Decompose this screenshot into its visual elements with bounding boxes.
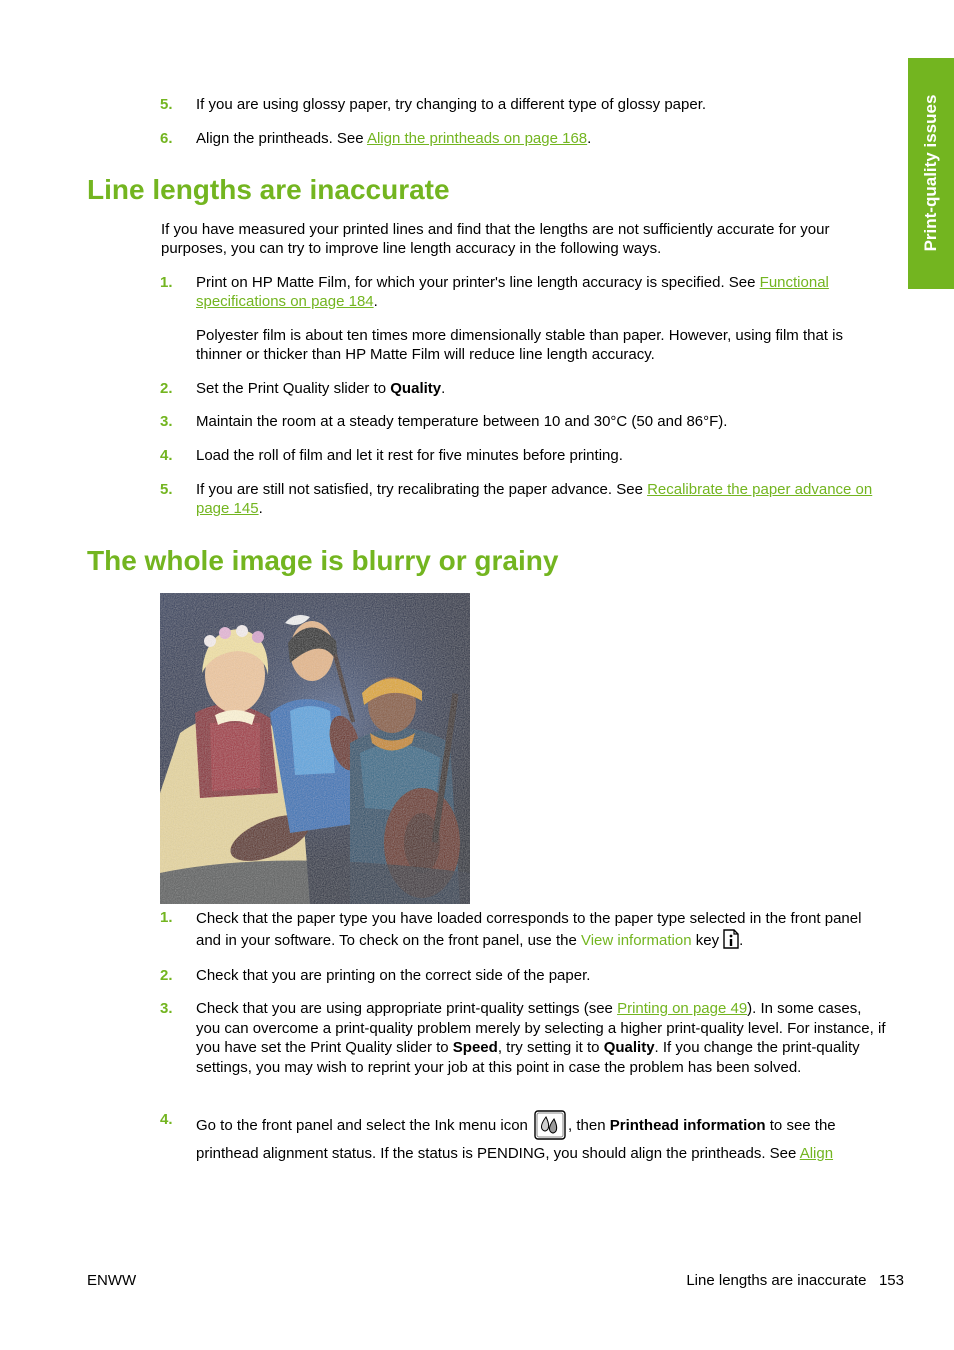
section-heading-blurry-image: The whole image is blurry or grainy [87, 545, 559, 576]
info-key-icon [723, 929, 739, 949]
item-number: 1. [160, 909, 173, 926]
align-printheads-link[interactable]: Align the printheads on page 168 [366, 130, 588, 147]
functional-specs-link[interactable]: Functional specifications on page 184 [196, 274, 829, 310]
item-number: 6. [160, 130, 173, 147]
recalibrate-paper-link[interactable]: Recalibrate the paper advance on page 145 [196, 481, 873, 517]
item-text: Go to the front panel and select the Ink menu icon , then Printhead information to see the printhead alignment status. If the status is PENDING, you should align the printheads. See Align [196, 1110, 886, 1168]
item-number: 1. [160, 274, 173, 291]
view-information-key-name: View information [580, 932, 692, 949]
item-text: Load the roll of film and let it rest for five minutes before printing. [196, 447, 623, 464]
item-number: 2. [160, 967, 173, 984]
footer-right [686, 1271, 904, 1290]
page-number: 153 [878, 1272, 904, 1289]
item-text: If you are using glossy paper, try changing to a different type of glossy paper. [196, 96, 707, 113]
item-number: 4. [160, 447, 173, 464]
item-number: 3. [160, 413, 173, 430]
ink-drops-icon [534, 1110, 566, 1140]
side-tab-label: Print-quality issues [921, 94, 940, 252]
item-text: If you are still not satisfied, try recalibrating the paper advance. See Recalibrate the paper advance on page 145. [196, 481, 873, 517]
item-number: 4. [160, 1111, 173, 1128]
item-text: Check that the paper type you have loaded corresponds to the paper type selected in the front panel and in your software. To check on the front panel, use the View information key . [196, 910, 862, 949]
printing-page-link[interactable]: Printing on page 49 [617, 1000, 748, 1017]
align-link[interactable]: Align [799, 1145, 834, 1162]
item-text: Maintain the room at a steady temperature between 10 and 30°C (50 and 86°F). [196, 413, 728, 430]
section-intro: If you have measured your printed lines and find that the lengths are not sufficiently accurate for your purposes, you can try to improve line length accuracy in the following ways. [161, 221, 830, 257]
item-number: 5. [160, 481, 173, 498]
item-number: 2. [160, 380, 173, 397]
footer-section-title: Line lengths are inaccurate [686, 1272, 867, 1289]
footer-left: ENWW [87, 1272, 137, 1289]
item-text: Check that you are printing on the correct side of the paper. [196, 967, 591, 984]
item-text: Print on HP Matte Film, for which your printer's line length accuracy is specified. See Functional specifications on page 184. [196, 274, 829, 310]
section-heading-line-lengths: Line lengths are inaccurate [87, 174, 450, 205]
chapter-side-tab [908, 58, 954, 289]
item-number: 5. [160, 96, 173, 113]
item-note-text: Polyester film is about ten times more dimensionally stable than paper. However, using film that is thinner or thicker than HP Matte Film will reduce line length accuracy. [196, 327, 843, 363]
item-text: Set the Print Quality slider to Quality. [196, 380, 446, 397]
item-number: 3. [160, 1000, 173, 1017]
blurry-sample-photo [160, 593, 470, 904]
item-text: Align the printheads. See Align the printheads on page 168. [196, 130, 592, 147]
item-text: Check that you are using appropriate print-quality settings (see Printing on page 49). In some cases, you can overcome a print-quality problem merely by selecting a higher print-quality level. For instance, if you have set the Print Quality slider to Speed, try setting it to Quality. If you change the print-quality settings, you may wish to reprint your job at this point in case the problem has been solved. [196, 1000, 886, 1076]
